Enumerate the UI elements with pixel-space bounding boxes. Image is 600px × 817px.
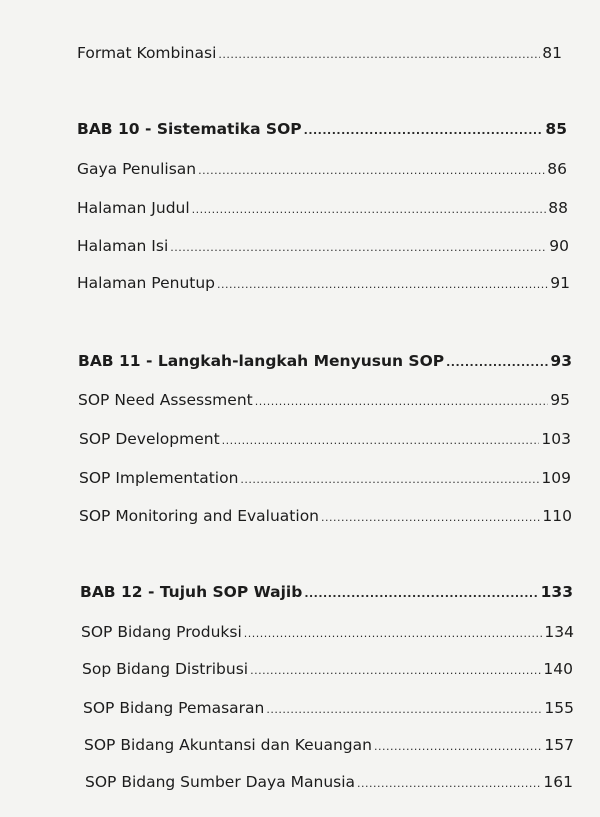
dot-leader xyxy=(198,164,545,177)
toc-entry-sop-need-assessment xyxy=(78,391,570,409)
toc-entry-label: SOP Bidang Sumber Daya Manusia xyxy=(85,773,356,791)
toc-entry-page: 88 xyxy=(548,199,568,217)
toc-entry-page: 110 xyxy=(542,507,572,525)
dot-leader xyxy=(304,587,538,600)
toc-chapter-bab-10 xyxy=(77,120,567,138)
dot-leader xyxy=(217,278,548,291)
toc-entry-sop-bidang-akuntansi-keuangan xyxy=(84,736,574,754)
dot-leader xyxy=(357,777,541,790)
toc-entry-page: 91 xyxy=(550,274,570,292)
toc-chapter-bab-12 xyxy=(80,583,573,601)
dot-leader xyxy=(321,511,540,524)
chapter-title: BAB 11 - Langkah-langkah Menyusun SOP xyxy=(78,352,445,370)
toc-entry-label: Halaman Judul xyxy=(77,199,190,217)
dot-leader xyxy=(446,356,548,369)
toc-entry-halaman-isi xyxy=(77,237,569,255)
toc-entry-label: Halaman Isi xyxy=(77,237,169,255)
chapter-title: BAB 12 - Tujuh SOP Wajib xyxy=(80,583,303,601)
toc-entry-label: SOP Monitoring and Evaluation xyxy=(79,507,320,525)
toc-entry-page: 81 xyxy=(542,44,562,62)
toc-entry-sop-bidang-produksi xyxy=(81,623,574,641)
toc-entry-label: SOP Bidang Akuntansi dan Keuangan xyxy=(84,736,372,754)
toc-entry-label: Gaya Penulisan xyxy=(77,160,197,178)
toc-entry-label: SOP Bidang Pemasaran xyxy=(83,699,265,717)
toc-entry-label: SOP Development xyxy=(79,430,220,448)
toc-entry-sop-monitoring-evaluation xyxy=(79,507,572,525)
dot-leader xyxy=(218,48,540,61)
toc-entry-format-kombinasi xyxy=(77,44,562,62)
toc-entry-halaman-penutup xyxy=(77,274,570,292)
toc-entry-label: Format Kombinasi xyxy=(77,44,217,62)
toc-entry-label: SOP Need Assessment xyxy=(78,391,253,409)
toc-entry-sop-development xyxy=(79,430,571,448)
dot-leader xyxy=(255,395,549,408)
toc-entry-sop-implementation xyxy=(79,469,571,487)
dot-leader xyxy=(222,434,540,447)
dot-leader xyxy=(250,664,541,677)
toc-entry-halaman-judul xyxy=(77,199,568,217)
chapter-title: BAB 10 - Sistematika SOP xyxy=(77,120,302,138)
toc-entry-page: 86 xyxy=(547,160,567,178)
toc-entry-label: Halaman Penutup xyxy=(77,274,216,292)
dot-leader xyxy=(170,241,547,254)
toc-entry-page: 140 xyxy=(543,660,573,678)
toc-entry-sop-bidang-sdm xyxy=(85,773,573,791)
dot-leader xyxy=(266,703,542,716)
dot-leader xyxy=(304,124,544,137)
dot-leader xyxy=(240,473,539,486)
toc-entry-page: 109 xyxy=(541,469,571,487)
toc-entry-page: 103 xyxy=(541,430,571,448)
chapter-page: 85 xyxy=(545,120,567,138)
toc-entry-page: 161 xyxy=(543,773,573,791)
dot-leader xyxy=(192,203,547,216)
toc-entry-sop-bidang-distribusi xyxy=(82,660,573,678)
toc-entry-label: SOP Bidang Produksi xyxy=(81,623,242,641)
toc-entry-sop-bidang-pemasaran xyxy=(83,699,574,717)
dot-leader xyxy=(244,627,543,640)
toc-entry-gaya-penulisan xyxy=(77,160,567,178)
toc-entry-page: 95 xyxy=(550,391,570,409)
toc-entry-page: 157 xyxy=(544,736,574,754)
toc-entry-page: 134 xyxy=(544,623,574,641)
dot-leader xyxy=(374,740,542,753)
toc-chapter-bab-11 xyxy=(78,352,572,370)
toc-entry-label: Sop Bidang Distribusi xyxy=(82,660,249,678)
chapter-page: 93 xyxy=(550,352,572,370)
chapter-page: 133 xyxy=(540,583,573,601)
toc-entry-page: 90 xyxy=(549,237,569,255)
toc-entry-label: SOP Implementation xyxy=(79,469,239,487)
toc-entry-page: 155 xyxy=(544,699,574,717)
